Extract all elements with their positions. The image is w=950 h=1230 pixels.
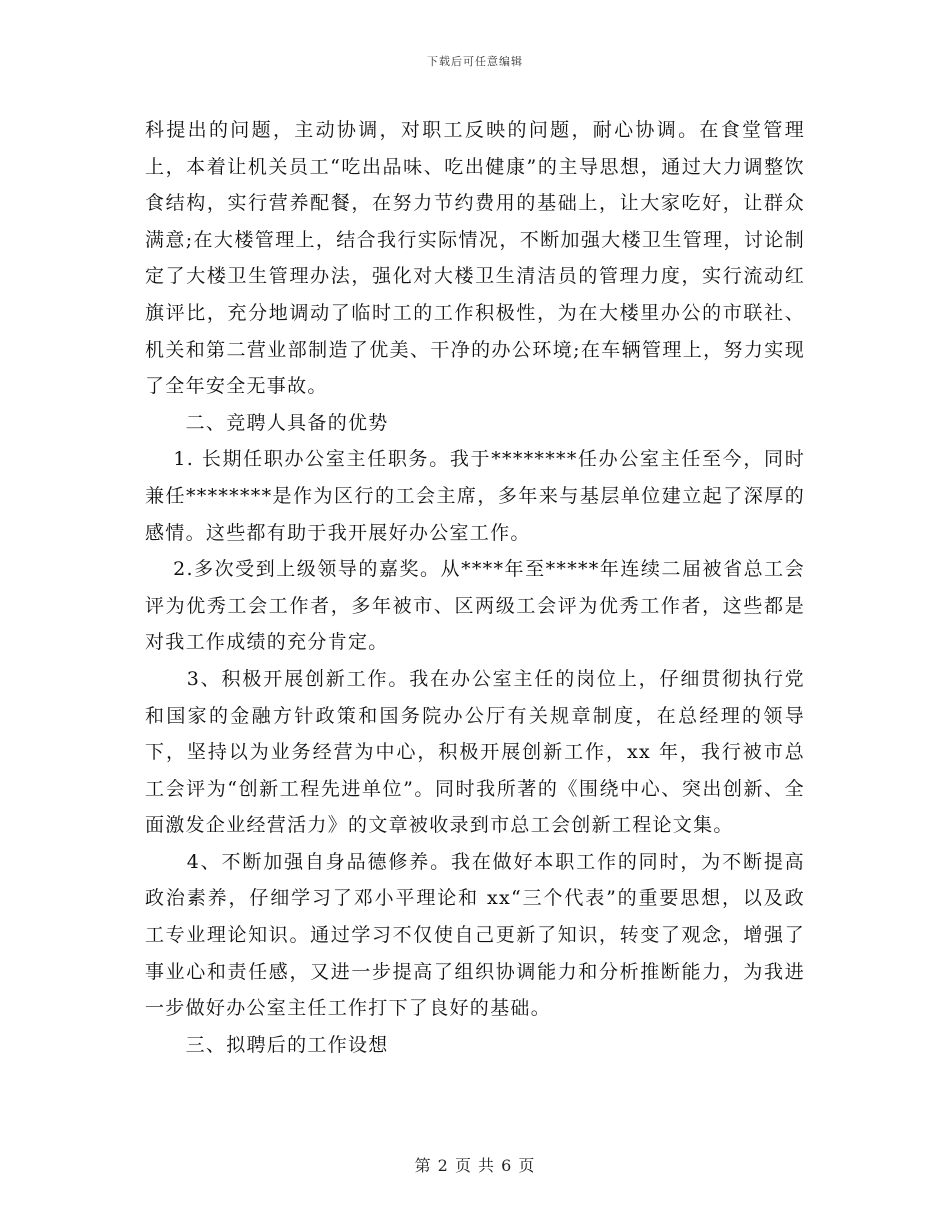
paragraph-item-1: 1. 长期任职办公室主任职务。我于********任办公室主任至今，同时兼任********是作为区行的工会主席，多年来与基层单位建立起了深厚的感情。这些都有助于我开展好办公室工作。	[145, 448, 805, 544]
section-heading-advantages: 二、竞聘人具备的优势	[145, 411, 389, 434]
paragraph-continuation: 科提出的问题，主动协调，对职工反映的问题，耐心协调。在食堂管理上，本着让机关员工“吃出品味、吃出健康”的主导思想，通过大力调整饮食结构，实行营养配餐，在努力节约费用的基础上，让大家吃好，让群众满意;在大楼管理上，结合我行实际情况，不断加强大楼卫生管理，讨论制定了大楼卫生管理办法，强化对大楼卫生清洁员的管理力度，实行流动红旗评比，充分地调动了临时工的工作积极性，为在大楼里办公的市联社、机关和第二营业部制造了优美、干净的办公环境;在车辆管理上，努力实现了全年安全无事故。	[145, 119, 805, 398]
page-number: 第 2 页 共 6 页	[414, 1156, 536, 1175]
section-heading-plans: 三、拟聘后的工作设想	[145, 1033, 389, 1056]
paragraph-item-2: 2.多次受到上级领导的嘉奖。从****年至*****年连续二届被省总工会评为优秀工会工作者，多年被市、区两级工会评为优秀工作者，这些都是对我工作成绩的充分肯定。	[145, 558, 805, 654]
document-body	[145, 112, 805, 1063]
page-header: 下载后可任意编辑	[427, 55, 523, 68]
paragraph-item-4: 4、不断加强自身品德修养。我在做好本职工作的同时，为不断提高政治素养，仔细学习了邓小平理论和 xx“三个代表”的重要思想，以及政工专业理论知识。通过学习不仅使自己更新了知识，转变了观念，增强了事业心和责任感，又进一步提高了组织协调能力和分析推断能力，为我进一步做好办公室主任工作打下了良好的基础。	[145, 850, 805, 1020]
paragraph-item-3: 3、积极开展创新工作。我在办公室主任的岗位上，仔细贯彻执行党和国家的金融方针政策和国务院办公厅有关规章制度，在总经理的领导下，坚持以为业务经营为中心，积极开展创新工作，xx 年，我行被市总工会评为“创新工程先进单位”。同时我所著的《围绕中心、突出创新、全面激发企业经营活力》的文章被收录到市总工会创新工程论文集。	[145, 667, 805, 837]
